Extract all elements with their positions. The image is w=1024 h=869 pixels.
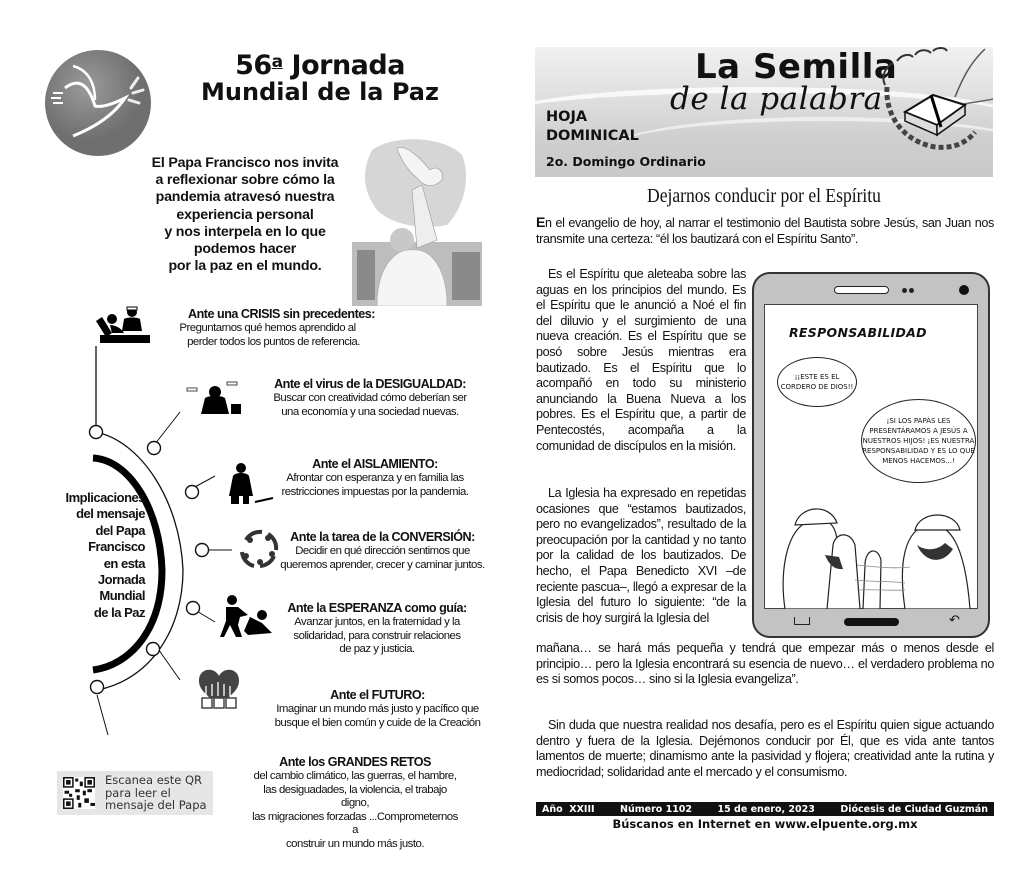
article-paragraph-1	[536, 215, 994, 247]
article-paragraph-3: La Iglesia ha expresado en repetidas ocasiones que “estamos bautizados, pero no evangelizados”, resultado de la preocupación por la cantidad y no tanto por la calidad de los bautizados. De hecho, el Papa Benedicto XVI –de reciente pascua–, llegó a expresar de la Iglesia del futuro lo siguiente: “de la crisis de hoy surgirá la Iglesia del	[536, 486, 746, 625]
implication-body-line: busque el bien común y cuide de la Creación	[274, 716, 481, 729]
implication-heading: Ante los GRANDES RETOS	[279, 755, 431, 769]
pope-photo	[352, 130, 482, 306]
intro-line: El Papa Francisco nos invita	[151, 155, 339, 171]
intro-line: y nos interpela en lo que	[164, 223, 326, 240]
implications-line: Implicaciones	[65, 490, 145, 505]
issue-year: Año XXIII	[542, 803, 595, 815]
qr-box[interactable]	[57, 771, 213, 815]
title-number: 56	[235, 50, 272, 81]
speech-bubble-2: ¡SI LOS PAPÁS LES PRESENTÁRAMOS A JESÚS A NUESTROS HIJOS! ¡ES NUESTRA RESPONSABILIDAD Y ES LO QUE MENOS HACEMOS...!	[861, 399, 976, 483]
issue-number: Número 1102	[620, 803, 693, 815]
drop-cap: E	[536, 214, 545, 230]
implication-heading: Ante el FUTURO:	[330, 688, 425, 702]
phone-menu-icon	[794, 617, 810, 625]
paragraph-text: n el evangelio de hoy, al narrar el testimonio del Bautista sobre Jesús, san Juan nos transmite una certeza: “él los bautizará con el Espíritu Santo”.	[536, 216, 994, 246]
right-page	[512, 0, 1024, 869]
open-book-logo-icon	[875, 47, 993, 177]
website-line[interactable]: Búscanos en Internet en www.elpuente.org.mx	[612, 817, 918, 831]
implication-body-line: construir un mundo más justo.	[285, 837, 425, 850]
issue-date: 15 de enero, 2023	[717, 803, 815, 815]
phone-back-icon: ↶	[949, 612, 960, 627]
speech-bubble-1: ¡¡ESTE ES EL CORDERO DE DIOS!!	[777, 357, 857, 407]
elderly-person-icon	[225, 462, 275, 506]
qr-caption-line: mensaje del Papa	[105, 798, 207, 813]
implication-body-line: Decidir en qué dirección sentimos que	[295, 545, 470, 557]
implications-line: del mensaje	[76, 506, 145, 522]
qr-caption	[105, 774, 207, 812]
helping-hand-icon	[218, 595, 274, 639]
raised-hands-heart-icon	[196, 666, 242, 710]
qr-caption-line: para leer el	[105, 785, 171, 800]
dove-logo-icon	[43, 48, 153, 158]
implication-body-line: perder todos los puntos de referencia.	[187, 335, 360, 348]
intro-line: podemos hacer	[193, 241, 297, 258]
phone-home-icon	[844, 618, 899, 626]
implications-line: de la Paz	[93, 604, 145, 620]
sunday-label: 2o. Domingo Ordinario	[546, 154, 706, 169]
implication-heading: Ante el AISLAMIENTO:	[312, 457, 438, 471]
hospital-bed-icon	[92, 303, 152, 345]
article-title: Dejarnos conducir por el Espíritu	[647, 186, 881, 207]
implication-item-retos	[250, 755, 460, 851]
implications-label	[50, 490, 145, 621]
intro-line: por la paz en el mundo.	[168, 258, 322, 275]
implication-body-line: las migraciones forzadas ...Comprometernos a	[252, 810, 458, 836]
implication-body-line: las desiguadades, la violencia, el trabajo digno,	[263, 783, 447, 809]
phone-sensor-icon	[909, 288, 914, 293]
title-ordinal: a	[271, 52, 283, 72]
implication-body-line: del cambio climático, las guerras, el hambre,	[253, 770, 457, 782]
implication-body-line: solidaridad, para construir relaciones	[293, 629, 461, 642]
implication-heading: Ante la ESPERANZA como guía:	[287, 601, 467, 615]
implications-line: Jornada Mundial	[97, 572, 145, 604]
implications-line: del Papa Francisco	[88, 522, 145, 555]
issue-info-bar	[536, 802, 994, 816]
phone-sensor-icon	[902, 288, 907, 293]
phone-camera-icon	[959, 285, 969, 295]
implication-heading: Ante el virus de la DESIGUALDAD:	[274, 377, 466, 391]
implication-body-line: Preguntarnos qué hemos aprendido al	[179, 322, 356, 334]
hoja-line: HOJA	[546, 109, 588, 125]
implication-heading: Ante la tarea de la CONVERSIÓN:	[290, 530, 475, 544]
implication-body-line: una economía y una sociedad nuevas.	[281, 405, 459, 418]
implication-item-aislamiento	[280, 457, 470, 499]
title-line1: Jornada	[291, 50, 405, 81]
implication-body-line: queremos aprender, crecer y caminar juntos.	[280, 558, 485, 571]
implication-item-conversion	[280, 530, 485, 572]
paper-subtitle: de la palabra	[670, 81, 883, 117]
intro-line: a reflexionar sobre cómo la	[155, 172, 335, 189]
phone-comic-frame	[752, 272, 990, 638]
people-circle-icon	[238, 528, 280, 570]
hoja-line: DOMINICAL	[546, 128, 639, 144]
implication-heading: Ante una CRISIS sin precedentes:	[188, 307, 375, 321]
implication-item-desigualdad	[265, 377, 475, 419]
intro-text	[120, 155, 370, 275]
article-paragraph-2: Es el Espíritu que aleteaba sobre las aguas en los principios del mundo. Es el Espíritu que le anunció a Noé el fin del diluvio y el surgimiento de una nueva creación. Es el Espíritu que se posó sobre Jesús mientras era bautizado. Es el Espíritu que lo acompañó en todo su ministerio anunciando la Buena Nueva a los pobres. Es el Espíritu que, a partir de Pentecostés, acompaña a la comunidad de discípulos en la misión.	[536, 267, 746, 453]
qr-code-icon[interactable]	[63, 777, 95, 809]
masthead	[535, 47, 993, 177]
title-line2: Mundial de la Paz	[201, 78, 439, 107]
homeless-person-icon	[185, 380, 245, 422]
comic-illustration	[765, 485, 977, 609]
implication-item-futuro	[270, 688, 485, 730]
implication-body-line: de paz y justicia.	[339, 643, 415, 655]
main-title	[160, 52, 480, 106]
article-paragraph-3-continued: mañana… se hará más pequeña y tendrá que empezar más o menos desde el principio… pero la Iglesia encontrará su esencia de nuevo… el verdadero problema no es si somos pocos… sino si la Iglesia evangeliza”.	[536, 641, 994, 687]
hoja-dominical-label	[546, 108, 639, 146]
comic-title: RESPONSABILIDAD	[789, 325, 927, 340]
implication-body-line: Imaginar un mundo más justo y pacífico que	[276, 703, 479, 715]
implication-body-line: Avanzar juntos, en la fraternidad y la	[294, 616, 460, 628]
implications-line: en esta	[103, 555, 145, 571]
intro-line: pandemia atravesó nuestra	[155, 189, 335, 206]
phone-speaker-icon	[834, 286, 889, 294]
comic-panel	[764, 304, 978, 609]
intro-line: experiencia personal	[176, 206, 314, 223]
qr-caption-line: Escanea este QR	[105, 773, 203, 788]
implication-body-line: Buscar con creatividad cómo deberían ser	[273, 392, 467, 404]
implication-body-line: Afrontar con esperanza y en familia las	[286, 472, 464, 484]
issue-diocese: Diócesis de Ciudad Guzmán	[840, 803, 988, 815]
implication-item-crisis	[160, 307, 375, 349]
implication-item-esperanza	[282, 601, 472, 657]
implication-body-line: restricciones impuestas por la pandemia.	[281, 485, 469, 498]
article-paragraph-4: Sin duda que nuestra realidad nos desafía, pero es el Espíritu quien sigue actuando dentro y fuera de la Iglesia. Dejémonos conducir por Él, que es vida ante tantos lamentos de muerte; dinamismo ante la pasividad y flojera; creatividad ante la rutina y mediocridad; solidaridad ante el mercado y el consumismo.	[536, 718, 994, 779]
paper-title: La Semilla	[695, 47, 898, 87]
